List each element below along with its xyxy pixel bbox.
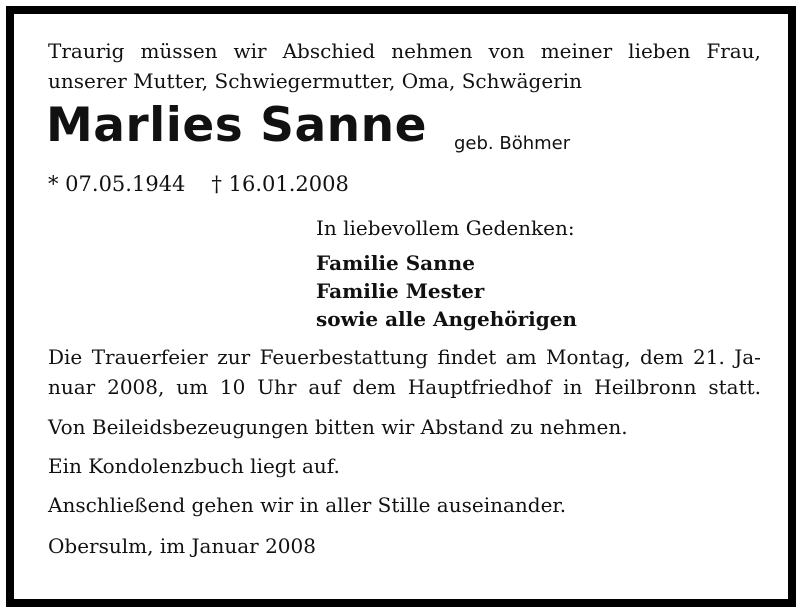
mourner-2: Familie Mester bbox=[316, 279, 485, 303]
closing-line: Anschließend gehen wir in aller Stille auseinander. bbox=[48, 493, 567, 517]
condolence-book: Ein Kondolenzbuch liegt auf. bbox=[48, 454, 340, 478]
memory-line: In liebevollem Gedenken: bbox=[316, 216, 575, 240]
condolence-request: Von Beileidsbezeugungen bitten wir Abstand zu nehmen. bbox=[48, 415, 628, 439]
funeral-line-1: Die Trauerfeier zur Feuerbestattung findet am Montag, dem 21. Ja- bbox=[48, 345, 761, 369]
death-date: † 16.01.2008 bbox=[211, 172, 349, 196]
place-date: Obersulm, im Januar 2008 bbox=[48, 534, 316, 558]
mourner-1: Familie Sanne bbox=[316, 251, 475, 275]
intro-line-1: Traurig müssen wir Abschied nehmen von meiner lieben Frau, bbox=[48, 39, 761, 63]
deceased-name: Marlies Sanne bbox=[46, 98, 427, 153]
funeral-line-2: nuar 2008, um 10 Uhr auf dem Hauptfriedhof in Heilbronn statt. bbox=[48, 375, 761, 399]
maiden-name: geb. Böhmer bbox=[454, 133, 571, 154]
life-dates bbox=[48, 172, 349, 196]
mourner-3: sowie alle Angehörigen bbox=[316, 307, 577, 331]
intro-line-2: unserer Mutter, Schwiegermutter, Oma, Schwägerin bbox=[48, 69, 582, 93]
birth-date: * 07.05.1944 bbox=[48, 172, 186, 196]
